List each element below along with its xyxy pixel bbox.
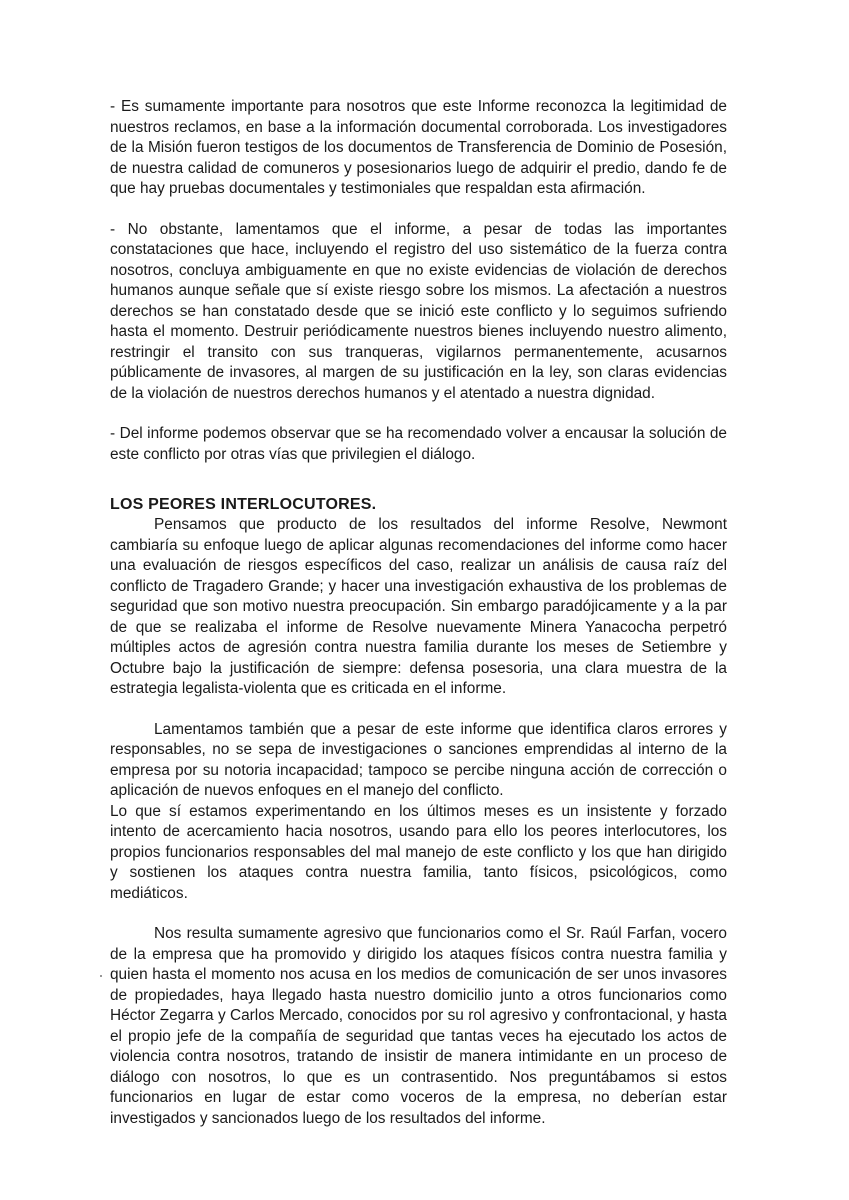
paragraph-human-rights: - No obstante, lamentamos que el informe, a pesar de todas las importantes constataciones que hace, incluyendo el registro del uso sistemático de la fuerza contra nosotros, concluya ambiguamente en que no existe evidencias de violación de derechos humanos aunque señale que sí existe riesgo sobre los mismos. La afectación a nuestros derechos se han constatado desde que se inició este conflicto y lo seguimos sufriendo hasta el momento. Destruir periódicamente nuestros bienes incluyendo nuestro alimento, restringir el transito con sus tranqueras, vigilarnos permanentemente, acusarnos públicamente de invasores, al margen de su justificación en la ley, son claras evidencias de la violación de nuestros derechos humanos y el atentado a nuestra dignidad.: [110, 220, 727, 402]
paragraph-resolve-report: Pensamos que producto de los resultados del informe Resolve, Newmont cambiaría su enfoque luego de aplicar algunas recomendaciones del informe como hacer una evaluación de riesgos específicos del caso, realizar un análisis de causa raíz del conflicto de Tragadero Grande; y hacer una investigación exhaustiva de los problemas de seguridad que son motivo nuestra preocupación. Sin embargo paradójicamente y a la par de que se realizaba el informe de Resolve nuevamente Minera Yanacocha perpetró múltiples actos de agresión contra nuestra familia durante los meses de Setiembre y Octubre bajo la justificación de siempre: defensa posesoria, una clara muestra de la estrategia legalista-violenta que es criticada en el informe.: [110, 516, 727, 697]
paragraph-legitimacy: - Es sumamente importante para nosotros que este Informe reconozca la legitimidad de nuestros reclamos, en base a la información documental corroborada. Los investigadores de la Misión fueron testigos de los documentos de Transferencia de Dominio de Posesión, de nuestra calidad de comuneros y posesionarios luego de adquirir el predio, dando fe de que hay pruebas documentales y testimoniales que respaldan esta afirmación.: [110, 98, 727, 197]
scan-speck: [100, 975, 102, 977]
paragraph-interlocutors: Lo que sí estamos experimentando en los últimos meses es un insistente y forzado intento de acercamiento hacia nosotros, usando para ello los peores interlocutores, los propios funcionarios responsables del mal manejo de este conflicto y los que han dirigido y sostienen los ataques contra nuestra familia, tanto físicos, psicológicos, como mediáticos.: [110, 802, 727, 902]
paragraph-no-sanctions: Lamentamos también que a pesar de este informe que identifica claros errores y responsables, no se sepa de investigaciones o sanciones emprendidas al interno de la empresa por su notoria incapacidad; tampoco se percibe ninguna acción de corrección o aplicación de nuevos enfoques en el manejo del conflicto.: [110, 720, 727, 799]
paragraph-officials: Nos resulta sumamente agresivo que funcionarios como el Sr. Raúl Farfan, vocero de la empresa que ha promovido y dirigido los ataques físicos contra nuestra familia y quien hasta el momento nos acusa en los medios de comunicación de ser unos invasores de propiedades, haya llegado hasta nuestro domicilio junto a otros funcionarios como Héctor Zegarra y Carlos Mercado, conocidos por su rol agresivo y confrontacional, y hasta el propio jefe de la compañía de seguridad que tantas veces ha ejecutado los actos de violencia contra nosotros, tratando de insistir de manera intimidante en un proceso de diálogo con nosotros, lo que es un contrasentido. Nos preguntábamos si estos funcionarios en lugar de estar como voceros de la empresa, no deberían estar investigados y sancionados luego de los resultados del informe.: [110, 925, 727, 1127]
section-heading: LOS PEORES INTERLOCUTORES.: [110, 496, 377, 513]
paragraph-dialogue: - Del informe podemos observar que se ha recomendado volver a encausar la solución de este conflicto por otras vías que privilegien el diálogo.: [110, 425, 727, 463]
